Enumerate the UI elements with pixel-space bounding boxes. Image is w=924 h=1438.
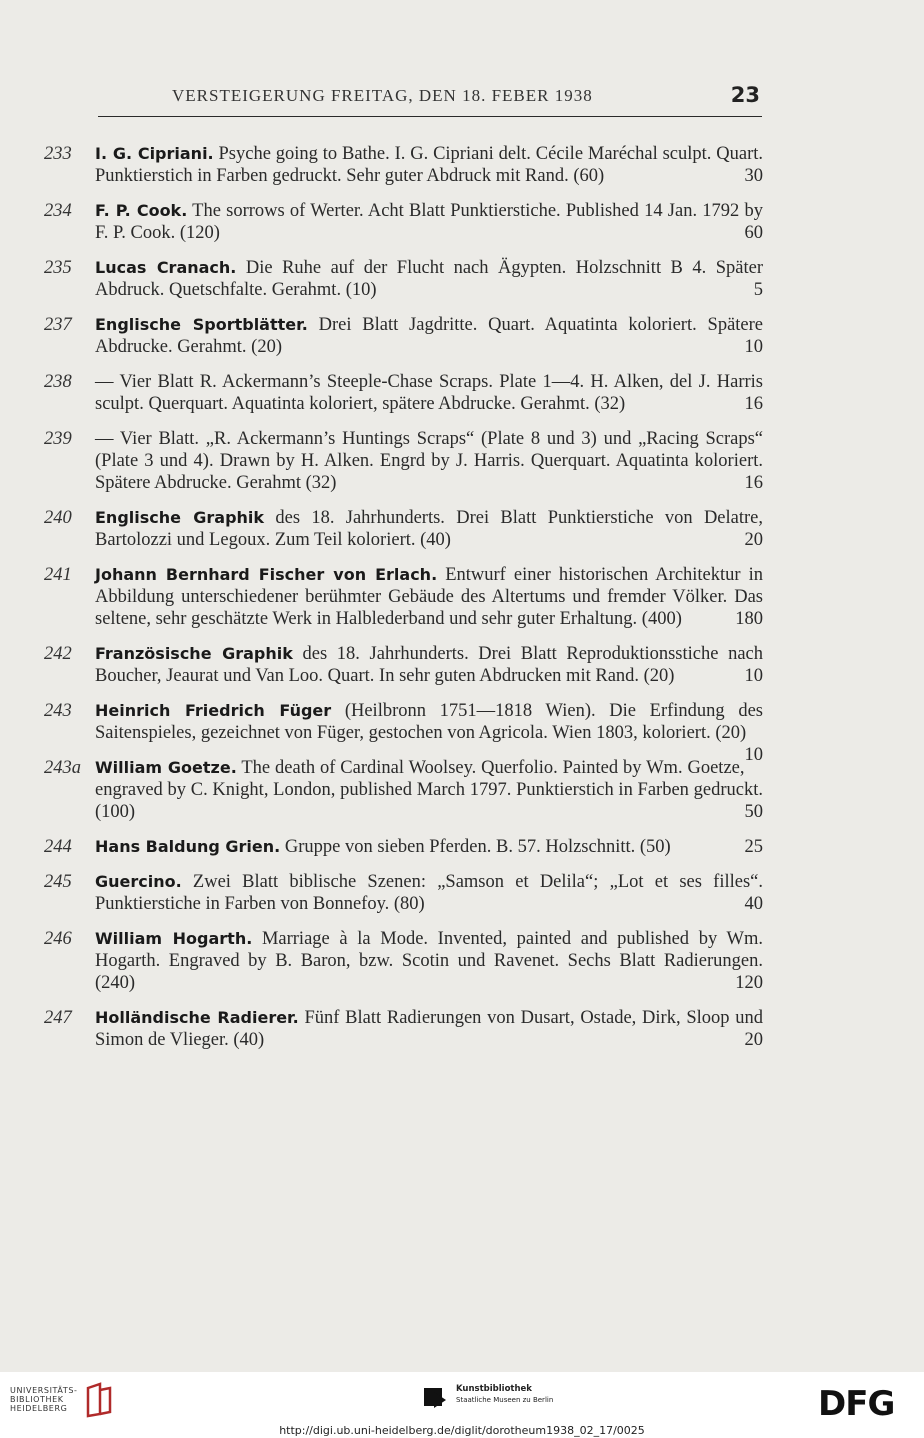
lot-text: Die Ruhe auf der Flucht nach Ägypten. Holzschnitt B 4. Später Abdruck. Quetschfalte. Gerahmt. (10)	[95, 258, 764, 300]
lot-artist: Englische Graphik	[95, 508, 265, 527]
lot-description	[95, 836, 763, 858]
lot-number: 243	[44, 701, 72, 721]
lot-price: 120	[735, 973, 763, 993]
lot-text: Psyche going to Bathe. I. G. Cipriani delt. Cécile Maréchal sculpt. Quart. Punktierstich in Farben gedruckt. Sehr guter Abdruck mit Rand. (60)	[95, 144, 763, 186]
lot-number: 239	[44, 429, 72, 449]
lot-artist: Heinrich Friedrich Füger	[95, 701, 332, 720]
lot-text: Marriage à la Mode. Invented, painted and published by Wm. Hogarth. Engraved by B. Baron, bzw. Scotin und Ravenet. Sechs Blatt Radierungen. (240)	[95, 929, 763, 993]
lot-description	[95, 507, 763, 551]
lot-number: 247	[44, 1008, 72, 1028]
lot-description	[95, 757, 763, 823]
lot-artist: Guercino.	[95, 872, 182, 891]
lot-text: — Vier Blatt R. Ackermann’s Steeple-Chase Scraps. Plate 1—4. H. Alken, del J. Harris sculpt. Querquart. Aquatinta koloriert, spätere Abdrucke. Gerahmt. (32)	[95, 372, 763, 414]
lot-artist: Englische Sportblätter.	[95, 315, 308, 334]
lot-artist: Hans Baldung Grien.	[95, 837, 281, 856]
lot-entry	[0, 507, 924, 551]
lot-number: 246	[44, 929, 72, 949]
lot-description	[95, 143, 763, 187]
lot-number: 233	[44, 144, 72, 164]
lot-entry	[0, 700, 924, 765]
lot-number: 245	[44, 872, 72, 892]
lot-number: 237	[44, 315, 72, 335]
lot-number: 242	[44, 644, 72, 664]
lot-text: The death of Cardinal Woolsey. Querfolio. Painted by Wm. Goetze, engraved by C. Knight, London, published March 1797. Punktierstich in Farben gedruckt. (100)	[95, 758, 763, 822]
lot-entry	[0, 428, 924, 494]
header-title: VERSTEIGERUNG FREITAG, DEN 18. FEBER 1938	[172, 86, 593, 105]
university-library-label: UNIVERSITÄTS- BIBLIOTHEK HEIDELBERG	[10, 1386, 78, 1413]
footer-bar	[0, 1372, 924, 1438]
lot-artist: William Hogarth.	[95, 929, 253, 948]
lot-price: 10	[744, 337, 763, 357]
kunstbibliothek-label: Kunstbibliothek Staatliche Museen zu Berlin	[456, 1384, 554, 1404]
lot-price: 20	[744, 1030, 763, 1050]
lot-description	[95, 257, 763, 301]
page-number: 23	[730, 83, 760, 107]
lot-artist: Lucas Cranach.	[95, 258, 237, 277]
lot-price: 60	[744, 223, 763, 243]
lot-description	[95, 643, 763, 687]
lot-text: des 18. Jahrhunderts. Drei Blatt Punktierstiche von Delatre, Bartolozzi und Legoux. Zum Teil koloriert. (40)	[95, 508, 763, 550]
lot-description	[95, 1007, 763, 1051]
lot-artist: William Goetze.	[95, 758, 237, 777]
lot-entry	[0, 928, 924, 994]
lot-text: Entwurf einer historischen Architektur in Abbildung unterschiedener berühmter Gebäude des Altertums und fremder Völker. Das seltene, sehr geschätzte Werk in Halblederband und sehr guter Erhaltung. (400)	[95, 565, 764, 629]
lot-number: 241	[44, 565, 72, 585]
lot-price: 40	[744, 894, 763, 914]
lot-artist: I. G. Cipriani.	[95, 144, 214, 163]
lot-price: 10	[744, 745, 763, 765]
lot-text: The sorrows of Werter. Acht Blatt Punktierstiche. Published 14 Jan. 1792 by F. P. Cook. (120)	[95, 201, 763, 243]
lot-number: 244	[44, 837, 72, 857]
lot-description	[95, 428, 763, 494]
heidelberg-logo-icon	[84, 1382, 114, 1418]
lot-text: Fünf Blatt Radierungen von Dusart, Ostade, Dirk, Sloop und Simon de Vlieger. (40)	[95, 1008, 763, 1050]
lot-description	[95, 314, 763, 358]
lot-description	[95, 200, 763, 244]
lot-price: 16	[744, 473, 763, 493]
lot-entry	[0, 1007, 924, 1051]
kunstbibliothek-logo-icon	[424, 1386, 448, 1410]
lot-entry	[0, 643, 924, 687]
lot-number: 235	[44, 258, 72, 278]
source-url[interactable]: http://digi.ub.uni-heidelberg.de/diglit/dorotheum1938_02_17/0025	[279, 1424, 645, 1437]
lot-entry	[0, 564, 924, 630]
lot-entry	[0, 871, 924, 915]
lot-entry	[0, 836, 924, 858]
lot-text: Drei Blatt Jagdritte. Quart. Aquatinta koloriert. Spätere Abdrucke. Gerahmt. (20)	[95, 315, 763, 357]
lot-price: 20	[744, 530, 763, 550]
lot-price: 30	[744, 166, 763, 186]
lot-entry	[0, 257, 924, 301]
dfg-logo: DFG	[818, 1384, 895, 1424]
lot-entry	[0, 143, 924, 187]
lot-artist: Holländische Radierer.	[95, 1008, 299, 1027]
lot-entry	[0, 200, 924, 244]
lot-list	[0, 143, 924, 1064]
lot-description	[95, 871, 763, 915]
lot-price: 16	[744, 394, 763, 414]
lot-number: 240	[44, 508, 72, 528]
lot-number: 234	[44, 201, 72, 221]
lot-text: (Heilbronn 1751—1818 Wien). Die Erfindung des Saitenspieles, gezeichnet von Füger, gestochen von Agricola. Wien 1803, koloriert. (20)	[95, 701, 763, 743]
lot-number: 243a	[44, 758, 81, 778]
lot-price: 5	[753, 280, 763, 300]
running-header	[98, 83, 762, 117]
lot-entry	[0, 314, 924, 358]
lot-description	[95, 700, 763, 765]
lot-price: 180	[735, 609, 763, 629]
lot-price: 10	[744, 666, 763, 686]
lot-artist: F. P. Cook.	[95, 201, 188, 220]
lot-text: Gruppe von sieben Pferden. B. 57. Holzschnitt. (50)	[280, 837, 671, 857]
lot-entry	[0, 757, 924, 823]
lot-text: — Vier Blatt. „R. Ackermann’s Huntings Scraps“ (Plate 8 und 3) und „Racing Scraps“ (Plate 3 und 4). Drawn by H. Alken. Engrd by J. Harris. Querquart. Aquatinta koloriert. Spätere Abdrucke. Gerahmt (32)	[95, 429, 763, 493]
lot-description	[95, 564, 763, 630]
lot-artist: Johann Bernhard Fischer von Erlach.	[95, 565, 438, 584]
lot-price: 25	[744, 837, 763, 857]
lot-text: Zwei Blatt biblische Szenen: „Samson et Delila“; „Lot et ses filles“. Punktierstiche in Farben von Bonnefoy. (80)	[95, 872, 763, 914]
lot-artist: Französische Graphik	[95, 644, 293, 663]
lot-price: 50	[744, 802, 763, 822]
lot-number: 238	[44, 372, 72, 392]
lot-description	[95, 928, 763, 994]
lot-text: des 18. Jahrhunderts. Drei Blatt Reproduktionsstiche nach Boucher, Jeaurat und Van Loo. Quart. In sehr guten Abdrucken mit Rand. (20)	[95, 644, 763, 686]
lot-entry	[0, 371, 924, 415]
lot-description	[95, 371, 763, 415]
